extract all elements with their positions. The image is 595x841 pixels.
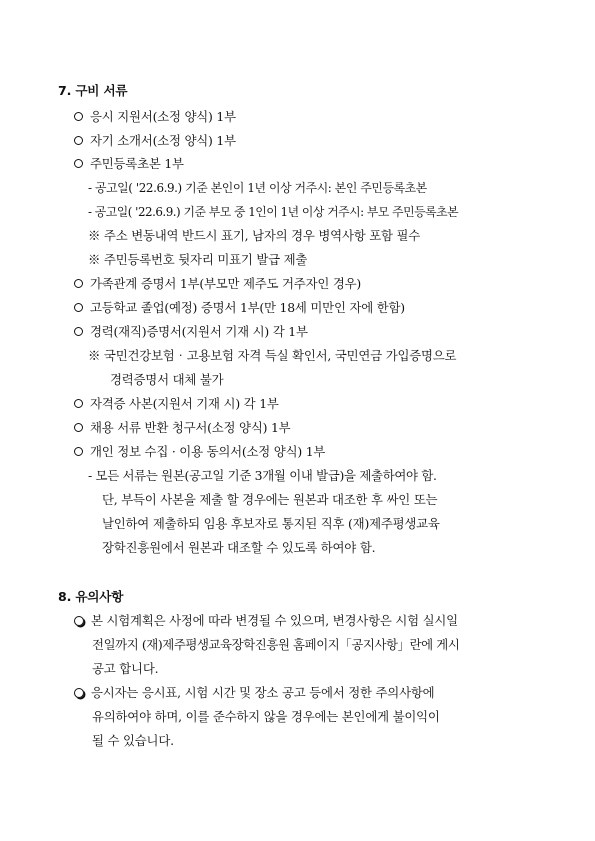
circle-bullet-icon [74,399,83,408]
final-note: 장학진흥원에서 원본과 대조할 수 있도록 하여야 함. [102,540,376,555]
circle-bullet-icon [74,447,83,456]
circle-bullet-icon [74,423,83,432]
resident-note: - 공고일( '22.6.9.) 기준 본인이 1년 이상 거주시: 본인 주민등록초본 [88,181,427,195]
section-8-title: 8. 유의사항 [58,589,124,604]
circle-bullet-icon [74,136,83,145]
resident-remark: ※ 주민등록번호 뒷자리 미표기 발급 제출 [88,252,308,267]
list-item: 자기 소개서(소정 양식) 1부 [74,130,236,152]
list-item: 응시 지원서(소정 양식) 1부 [74,106,236,128]
list-item: 경력(재직)증명서(지원서 기재 시) 각 1부 [74,321,308,343]
list-item: 개인 정보 수집 · 이용 동의서(소정 양식) 1부 [74,441,325,463]
final-note: - 모든 서류는 원본(공고일 기준 3개월 이내 발급)을 제출하여야 함. [88,468,437,483]
resident-note: - 공고일( '22.6.9.) 기준 부모 중 1인이 1년 이상 거주시: 부모 주민등록초본 [88,205,459,219]
career-remark: ※ 국민건강보험‧고용보험 자격 득실 확인서, 국민연금 가입증명으로 [88,348,457,363]
notice-paragraph-line: 전일까지 (재)제주평생교육장학진흥원 홈페이지「공지사항」란에 게시 [92,637,460,652]
list-item: 주민등록초본 1부 [74,153,184,175]
shadowed-circle-bullet-icon [74,616,84,626]
circle-bullet-icon [74,327,83,336]
notice-paragraph: 본 시험계획은 사정에 따라 변경될 수 있으며, 변경사항은 시험 실시일 [74,610,458,632]
circle-bullet-icon [74,303,83,312]
shadowed-circle-bullet-icon [74,688,84,698]
list-item: 가족관계 증명서 1부(부모만 제주도 거주자인 경우) [74,273,361,295]
notice-paragraph-line: 될 수 있습니다. [92,733,174,748]
circle-bullet-icon [74,279,83,288]
resident-remark: ※ 주소 변동내역 반드시 표기, 남자의 경우 병역사항 포함 필수 [88,228,421,243]
list-item: 자격증 사본(지원서 기재 시) 각 1부 [74,393,279,415]
notice-paragraph-line: 공고 합니다. [92,661,159,676]
list-item: 채용 서류 반환 청구서(소정 양식) 1부 [74,417,290,439]
circle-bullet-icon [74,159,83,168]
circle-bullet-icon [74,112,83,121]
list-item: 고등학교 졸업(예정) 증명서 1부(만 18세 미만인 자에 한함) [74,297,405,319]
career-remark-continued: 경력증명서 대체 불가 [110,372,224,387]
final-note: 날인하여 제출하되 임용 후보자로 통지된 직후 (재)제주평생교육 [102,516,440,531]
final-note: 단, 부득이 사본을 제출 할 경우에는 원본과 대조한 후 싸인 또는 [102,492,438,507]
notice-paragraph-line: 유의하여야 하며, 이를 준수하지 않을 경우에는 본인에게 불이익이 [92,709,440,724]
notice-paragraph: 응시자는 응시표, 시험 시간 및 장소 공고 등에서 정한 주의사항에 [74,682,434,704]
section-7-title: 7. 구비 서류 [58,83,128,98]
